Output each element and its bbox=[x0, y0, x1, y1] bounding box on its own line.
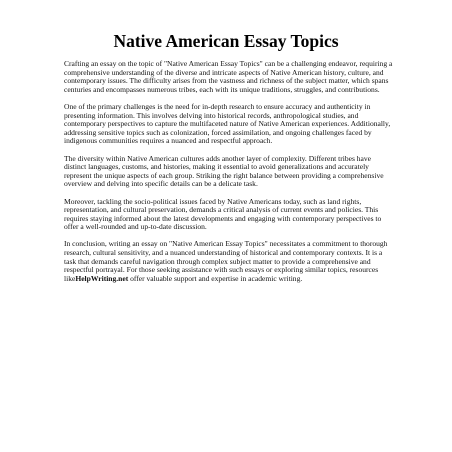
document-body bbox=[64, 60, 394, 283]
conclusion-text: In conclusion, writing an essay on "Native American Essay Topics" necessitates a commitment to thorough research, cultural sensitivity, and a nuanced understanding of historical and contemporary contexts. It is a task that demands careful navigation through complex subject matter to provide a comprehensive and respectful portrayal. For those seeking assistance with such essays or exploring similar topics, resources like bbox=[64, 239, 388, 283]
document-title: Native American Essay Topics bbox=[113, 31, 339, 51]
brand-name: HelpWriting.net bbox=[75, 273, 129, 283]
paragraph-intro: Crafting an essay on the topic of "Native American Essay Topics" can be a challenging endeavor, requiring a comprehensive understanding of the diverse and intricate aspects of Native American history, culture, and contemporary issues. The difficulty arises from the vastness and richness of the subject matter, which spans centuries and encompasses numerous tribes, each with its unique traditions, struggles, and contributions. bbox=[64, 59, 393, 94]
paragraph-research-challenges: One of the primary challenges is the need for in-depth research to ensure accuracy and authenticity in presenting information. This involves delving into historical records, anthropological studies, and contemporary perspectives to capture the multifaceted nature of Native American experiences. Additionally, addressing sensitive topics such as colonization, forced assimilation, and ongoing challenges faced by indigenous communities requires a nuanced and respectful approach. bbox=[64, 101, 391, 146]
paragraph-socio-political-issues: Moreover, tackling the socio-political issues faced by Native Americans today, such as land rights, representation, and cultural preservation, demands a critical analysis of current events and policies. This requires staying informed about the latest developments and engaging with contemporary perspectives to offer a well-rounded and up-to-date discussion. bbox=[64, 196, 382, 232]
paragraph-conclusion bbox=[64, 240, 394, 283]
conclusion-text-end: offer valuable support and expertise in academic writing. bbox=[128, 273, 303, 283]
paragraph-cultural-diversity: The diversity within Native American cultures adds another layer of complexity. Different tribes have distinct languages, customs, and histories, making it essential to avoid generalizations and accurately represent the unique aspects of each group. Striking the right balance between providing a comprehensive overview and delving into specific details can be a delicate task. bbox=[64, 153, 384, 189]
